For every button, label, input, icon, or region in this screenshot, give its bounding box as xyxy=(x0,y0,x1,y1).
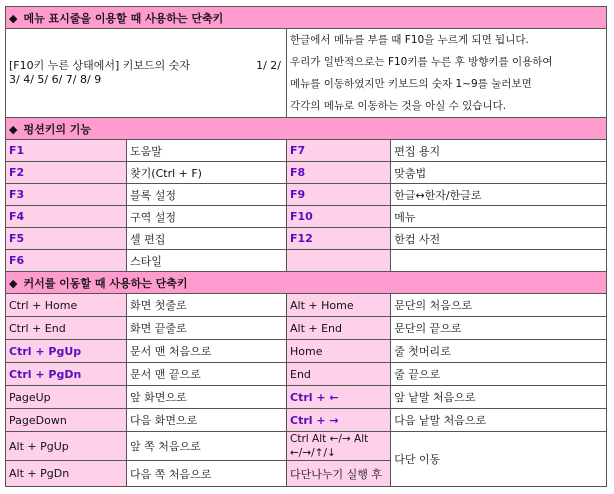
intro-left-page: 1/ 2/ xyxy=(256,59,281,72)
key-cell: Alt + PgDn xyxy=(6,461,127,487)
intro-line: 메뉴를 이동하였지만 키보드의 숫자 1~9를 눌러보면 xyxy=(290,78,532,90)
desc-cell: 다음 쪽 처음으로 xyxy=(127,461,287,487)
desc-cell: 다단 이동 xyxy=(391,432,607,487)
key-cell: Ctrl + PgDn xyxy=(6,363,127,386)
key-cell: Home xyxy=(287,340,391,363)
table-row xyxy=(6,294,607,317)
section-title-text: 커서를 이동할 때 사용하는 단축키 xyxy=(23,276,188,290)
desc-cell: 한컴 사전 xyxy=(391,228,607,250)
desc-cell: 메뉴 xyxy=(391,206,607,228)
intro-line: 한글에서 메뉴를 부를 때 F10을 누르게 되면 됩니다. xyxy=(290,34,529,46)
desc-cell: 문서 맨 처음으로 xyxy=(127,340,287,363)
desc-cell: 문단의 처음으로 xyxy=(391,294,607,317)
table-row xyxy=(6,363,607,386)
intro-left-line2: 3/ 4/ 5/ 6/ 7/ 8/ 9 xyxy=(9,73,102,86)
desc-cell: 줄 첫머리로 xyxy=(391,340,607,363)
diamond-icon: ◆ xyxy=(9,122,18,136)
intro-left-line1: [F10키 누른 상태에서] 키보드의 숫자 xyxy=(9,59,191,72)
key-cell: Alt + PgUp xyxy=(6,432,127,461)
table-row xyxy=(6,250,607,272)
desc-cell: 문단의 끝으로 xyxy=(391,317,607,340)
shortcut-table xyxy=(5,6,607,487)
desc-cell: 블록 설정 xyxy=(127,184,287,206)
table-row xyxy=(6,340,607,363)
key-cell: F12 xyxy=(287,228,391,250)
desc-cell: 다음 화면으로 xyxy=(127,409,287,432)
key-cell: Ctrl + PgUp xyxy=(6,340,127,363)
desc-cell: 구역 설정 xyxy=(127,206,287,228)
intro-line: 각각의 메뉴로 이동하는 것을 아실 수 있습니다. xyxy=(290,100,507,112)
table-row xyxy=(6,140,607,162)
section-header-cursor xyxy=(6,272,607,294)
desc-cell: 한글↔한자/한글로 xyxy=(391,184,607,206)
intro-line: 우리가 일반적으로는 F10키를 누른 후 방향키를 이용하여 xyxy=(290,56,553,68)
key-cell: F8 xyxy=(287,162,391,184)
key-cell: F2 xyxy=(6,162,127,184)
key-cell: 다단나누기 실행 후 xyxy=(287,461,391,487)
desc-cell: 문서 맨 끝으로 xyxy=(127,363,287,386)
desc-cell: 앞 쪽 처음으로 xyxy=(127,432,287,461)
section-title-text: 펑션키의 기능 xyxy=(23,122,92,136)
key-cell-multiline xyxy=(287,432,391,461)
desc-cell: 셀 편집 xyxy=(127,228,287,250)
key-cell: F9 xyxy=(287,184,391,206)
key-line: Ctrl Alt ←/→ Alt xyxy=(290,433,369,445)
intro-row xyxy=(6,29,607,118)
key-cell: PageUp xyxy=(6,386,127,409)
key-cell: Alt + Home xyxy=(287,294,391,317)
table-row xyxy=(6,162,607,184)
key-line: ←/→/↑/↓ xyxy=(290,447,336,459)
key-cell: Ctrl + Home xyxy=(6,294,127,317)
key-cell: End xyxy=(287,363,391,386)
table-row xyxy=(6,386,607,409)
table-row xyxy=(6,206,607,228)
key-cell: F1 xyxy=(6,140,127,162)
table-row xyxy=(6,432,607,461)
desc-cell xyxy=(391,250,607,272)
intro-left-cell xyxy=(6,29,287,118)
desc-cell: 맞춤법 xyxy=(391,162,607,184)
desc-cell: 줄 끝으로 xyxy=(391,363,607,386)
desc-cell: 편집 용지 xyxy=(391,140,607,162)
diamond-icon: ◆ xyxy=(9,11,18,25)
section-title xyxy=(6,272,607,294)
desc-cell: 스타일 xyxy=(127,250,287,272)
desc-cell: 화면 끝줄로 xyxy=(127,317,287,340)
key-cell: Alt + End xyxy=(287,317,391,340)
key-cell: Ctrl + End xyxy=(6,317,127,340)
section-title-text: 메뉴 표시줄을 이용할 때 사용하는 단축키 xyxy=(23,11,224,25)
desc-cell: 앞 낱말 처음으로 xyxy=(391,386,607,409)
desc-cell: 다음 낱말 처음으로 xyxy=(391,409,607,432)
section-title xyxy=(6,7,607,29)
diamond-icon: ◆ xyxy=(9,276,18,290)
key-cell: Ctrl + → xyxy=(287,409,391,432)
table-row xyxy=(6,317,607,340)
desc-cell: 찾기(Ctrl + F) xyxy=(127,162,287,184)
key-cell: Ctrl + ← xyxy=(287,386,391,409)
key-cell: F6 xyxy=(6,250,127,272)
key-cell: F7 xyxy=(287,140,391,162)
table-row xyxy=(6,409,607,432)
desc-cell: 화면 첫줄로 xyxy=(127,294,287,317)
section-header-menu xyxy=(6,7,607,29)
section-header-function xyxy=(6,118,607,140)
table-row xyxy=(6,228,607,250)
key-cell xyxy=(287,250,391,272)
key-cell: F3 xyxy=(6,184,127,206)
key-cell: PageDown xyxy=(6,409,127,432)
table-row xyxy=(6,184,607,206)
intro-right-cell xyxy=(287,29,607,118)
section-title xyxy=(6,118,607,140)
key-cell: F10 xyxy=(287,206,391,228)
desc-cell: 도움말 xyxy=(127,140,287,162)
key-cell: F4 xyxy=(6,206,127,228)
desc-cell: 앞 화면으로 xyxy=(127,386,287,409)
key-cell: F5 xyxy=(6,228,127,250)
